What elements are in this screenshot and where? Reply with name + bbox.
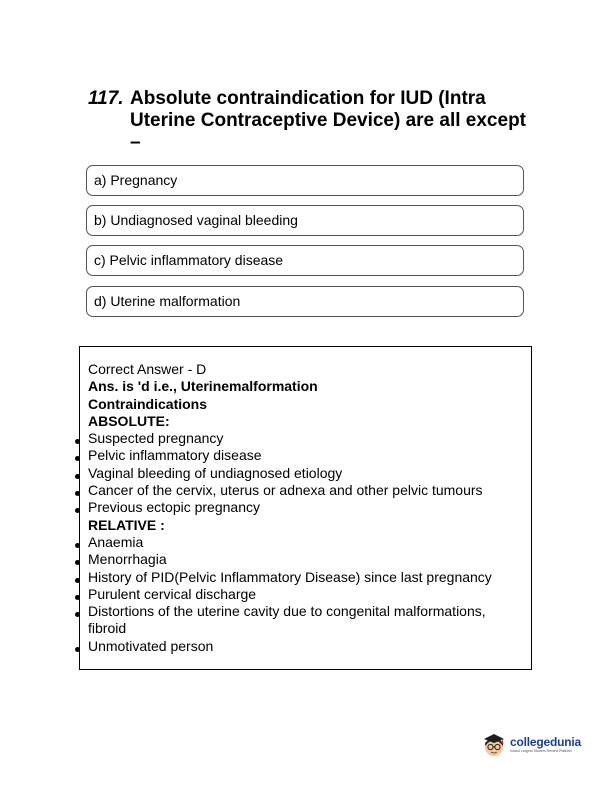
correct-answer: Correct Answer - D <box>88 361 207 377</box>
question <box>88 88 528 154</box>
list-item: Distortions of the uterine cavity due to congenital malformations, fibroid <box>88 603 523 638</box>
list-item: Anaemia <box>88 534 523 551</box>
relative-heading: RELATIVE : <box>88 516 165 533</box>
list-item: Suspected pregnancy <box>88 430 523 447</box>
list-item: Cancer of the cervix, uterus or adnexa and other pelvic tumours <box>88 482 523 499</box>
logo-tagline: India's Largest Student Review Platform <box>510 749 573 754</box>
relative-list <box>88 534 523 655</box>
graduate-mascot-icon <box>481 732 507 758</box>
answer-explanation-box <box>79 346 532 670</box>
list-item: Previous ectopic pregnancy <box>88 499 523 516</box>
option-c[interactable]: c) Pelvic inflammatory disease <box>86 245 524 276</box>
collegedunia-logo <box>481 729 581 761</box>
list-item: Vaginal bleeding of undiagnosed etiology <box>88 465 523 482</box>
option-b[interactable]: b) Undiagnosed vaginal bleeding <box>86 205 524 236</box>
list-item: Unmotivated person <box>88 638 523 655</box>
list-item: Menorrhagia <box>88 551 523 568</box>
list-item: Pelvic inflammatory disease <box>88 447 523 464</box>
answer-content <box>88 361 523 655</box>
question-number: 117. <box>88 88 124 109</box>
list-item: History of PID(Pelvic Inflammatory Disease) since last pregnancy <box>88 569 523 586</box>
question-text: Absolute contraindication for IUD (Intra Uterine Contraceptive Device) are all except – <box>130 88 527 153</box>
option-d[interactable]: d) Uterine malformation <box>86 286 524 317</box>
absolute-list <box>88 430 523 516</box>
list-item: Purulent cervical discharge <box>88 586 523 603</box>
option-a[interactable]: a) Pregnancy <box>86 165 524 196</box>
logo-name: collegedunia <box>510 735 581 750</box>
contraindications-heading: Contraindications <box>88 395 208 412</box>
absolute-heading: ABSOLUTE: <box>88 412 170 429</box>
answer-statement: Ans. is 'd i.e., Uterinemalformation <box>88 378 318 395</box>
